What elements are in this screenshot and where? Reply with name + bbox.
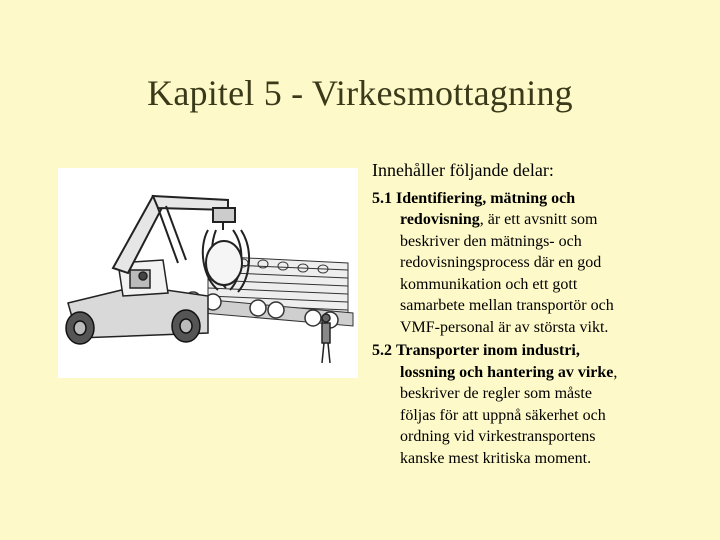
section-text-line: beskriver de regler som måste <box>400 385 592 402</box>
section-text: , <box>613 363 618 381</box>
log-loader-illustration <box>58 168 358 378</box>
section-item <box>372 188 662 339</box>
section-text: , är ett avsnitt som <box>479 211 598 228</box>
section-heading: Transporter inom industri, <box>396 342 580 359</box>
section-heading-cont: lossning och hantering av virke <box>400 363 614 381</box>
section-number: 5.1 <box>372 189 392 207</box>
section-text-line: ordning vid virkestransportens <box>400 428 596 445</box>
section-text-line: redovisningsprocess där en god <box>400 254 602 271</box>
section-heading: Identifiering, mätning och <box>396 189 576 207</box>
chapter-contents <box>372 160 662 471</box>
section-text-line: samarbete mellan transportör och <box>400 297 614 314</box>
section-text-line: kommunikation och ett gott <box>400 275 578 293</box>
section-text-line: kanske mest kritiska moment. <box>400 449 592 467</box>
section-number: 5.2 <box>372 342 392 359</box>
section-heading-cont: redovisning <box>400 211 480 228</box>
contents-intro: Innehåller följande delar: <box>372 160 554 180</box>
section-item <box>372 340 662 469</box>
section-text-line: följas för att uppnå säkerhet och <box>400 406 606 424</box>
section-text-line: VMF-personal är av största vikt. <box>400 318 609 336</box>
page-title: Kapitel 5 - Virkesmottagning <box>147 73 573 113</box>
section-text-line: beskriver den mätnings- och <box>400 232 582 250</box>
